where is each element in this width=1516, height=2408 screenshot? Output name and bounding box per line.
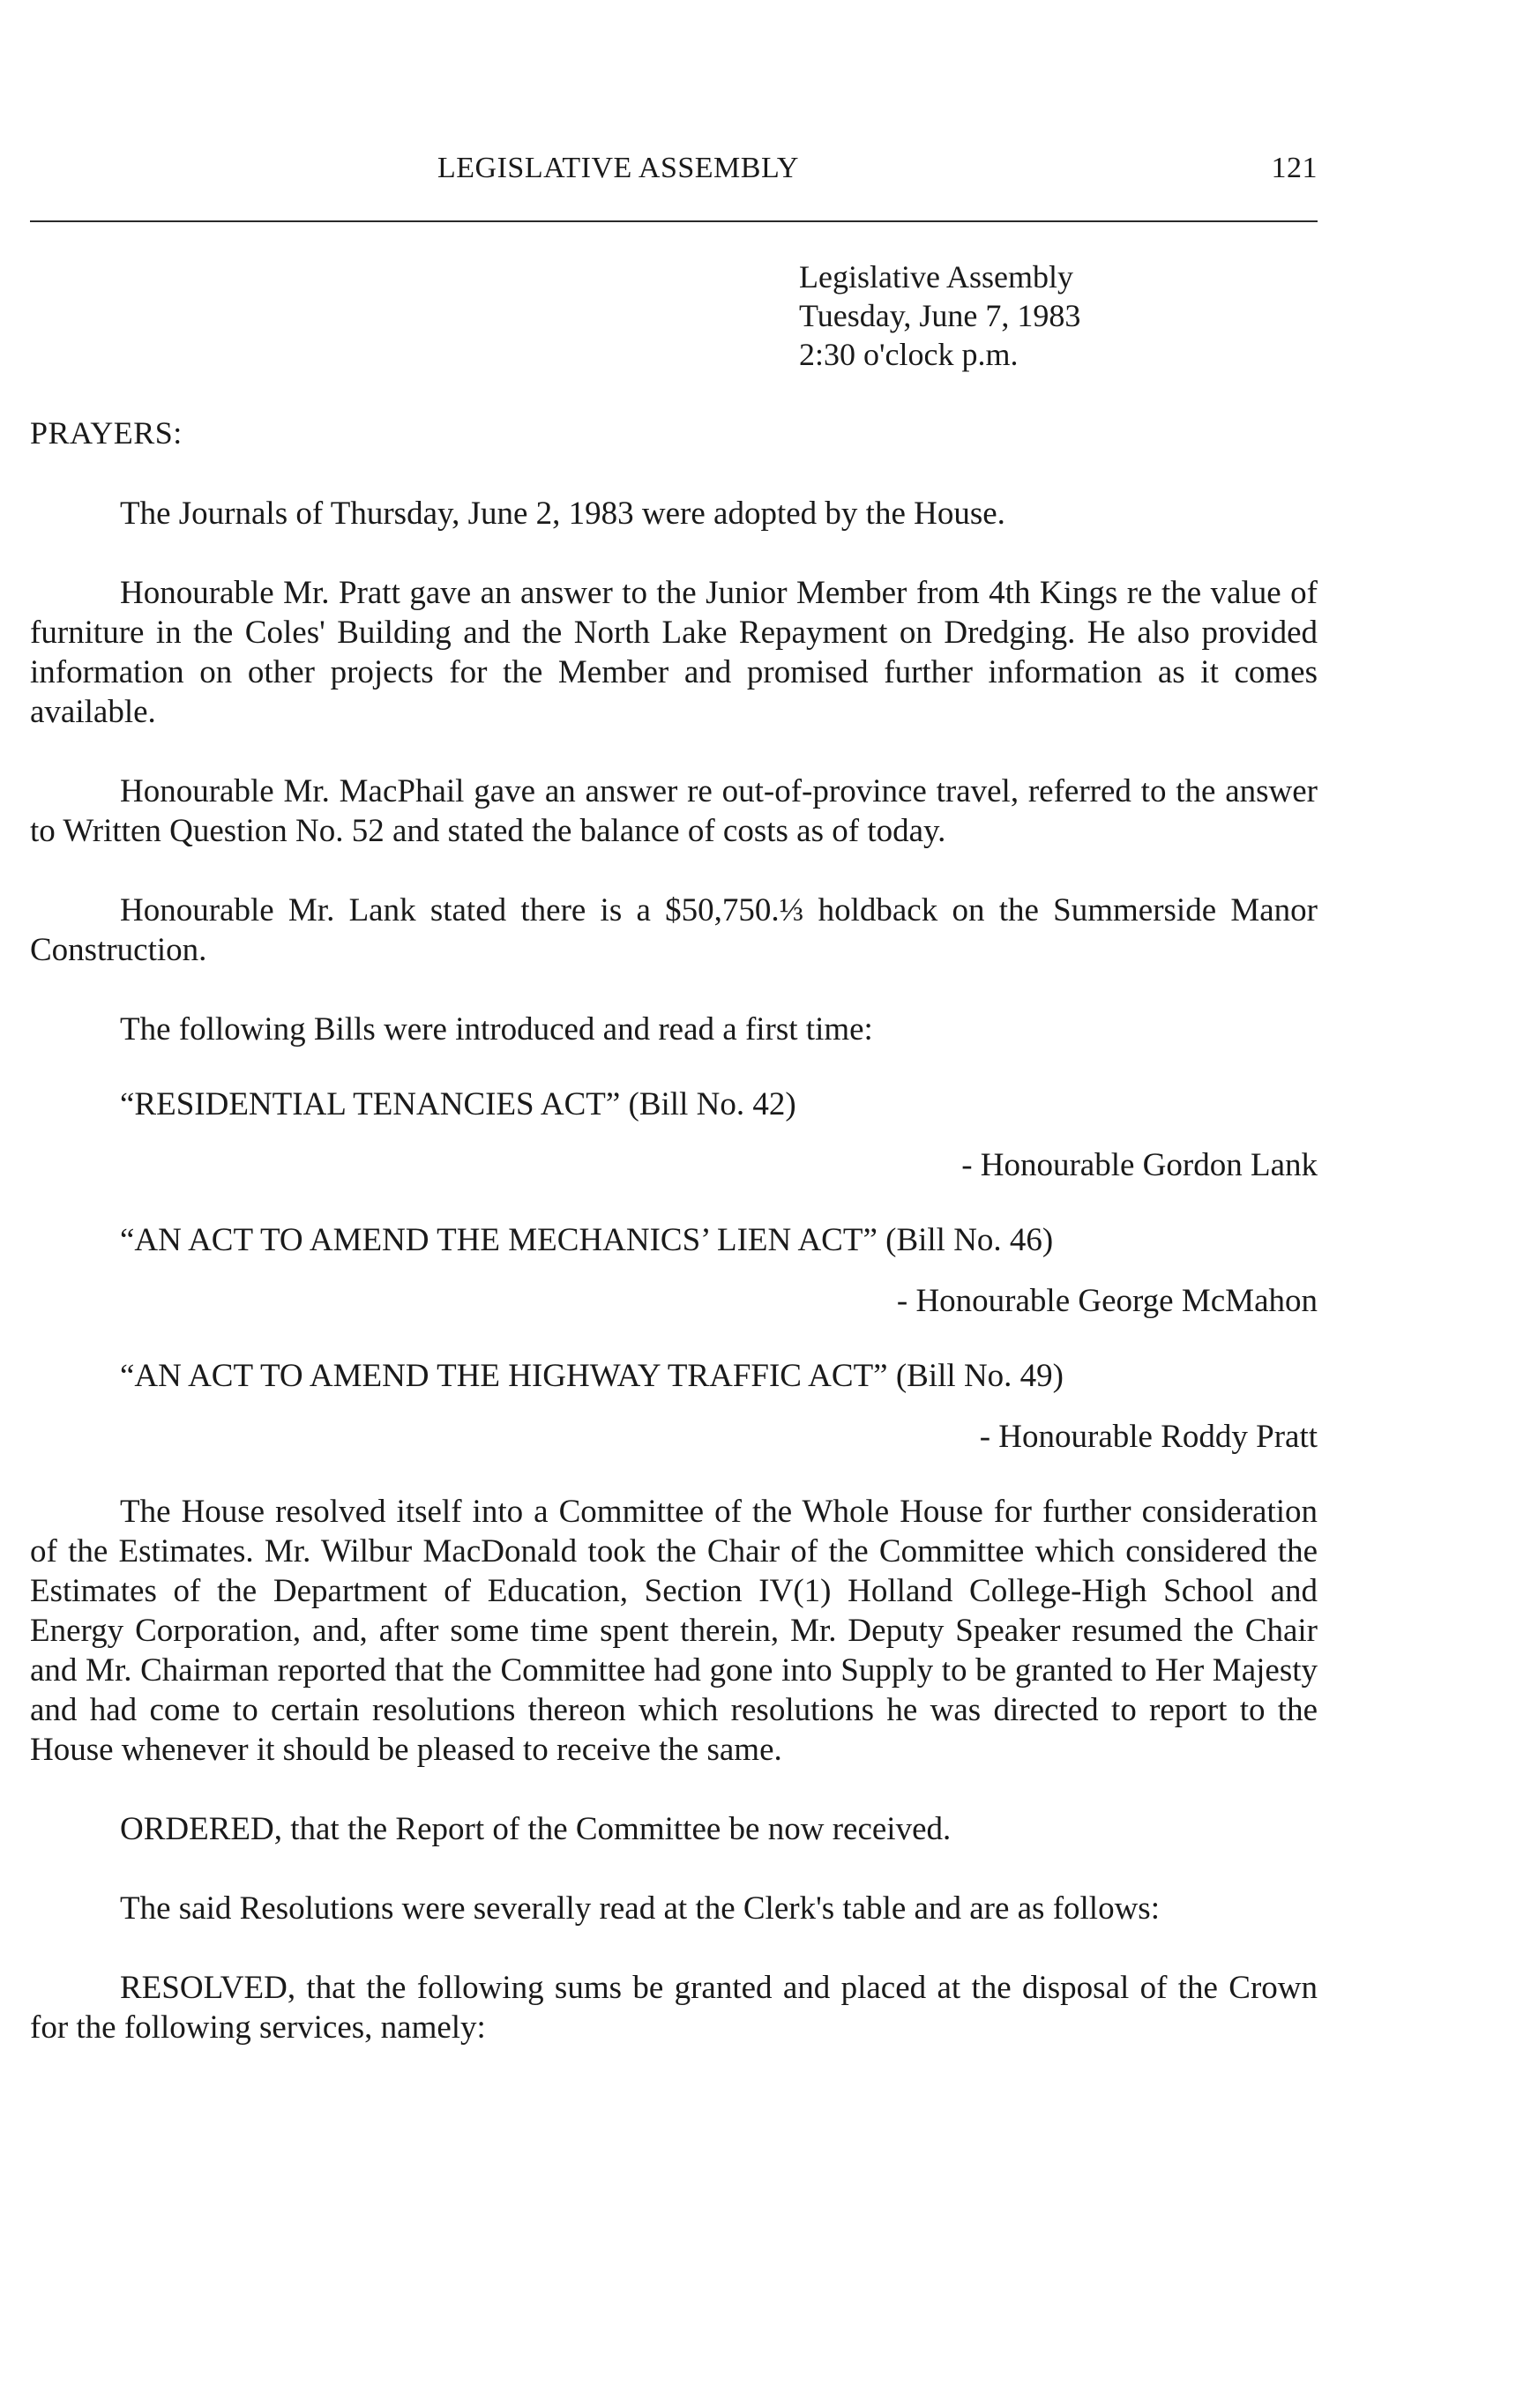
bill-title: “AN ACT TO AMEND THE MECHANICS’ LIEN ACT” (Bill No. 46) xyxy=(120,1222,1054,1258)
paragraph-committee-report: The House resolved itself into a Committee of the Whole House for further consideration of the Estimates. Mr. Wilbur MacDonald took the Chair of the Committee which considered the Estimates of the Department of Education, Section IV(1) Holland College-High School and Energy Corporation, and, after some time spent therein, Mr. Deputy Speaker resumed the Chair and Mr. Chairman reported that the Committee had gone into Supply to be granted to Her Majesty and had come to certain resolutions thereon which resolutions he was directed to report to the House whenever it should be pleased to receive the same. xyxy=(30,1494,1318,1768)
header-rule xyxy=(30,220,1318,222)
bill-sponsor: - Honourable George McMahon xyxy=(896,1283,1318,1319)
bill-sponsor: - Honourable Gordon Lank xyxy=(961,1147,1318,1183)
date-block-date: Tuesday, June 7, 1983 xyxy=(799,298,1081,333)
sitting-date-block xyxy=(799,257,1080,374)
paragraph-resolved: RESOLVED, that the following sums be granted and placed at the disposal of the Crown for the following services, namely: xyxy=(30,1970,1318,2046)
page-header xyxy=(30,152,1318,194)
bill-entry xyxy=(30,1220,1318,1321)
bill-title: “RESIDENTIAL TENANCIES ACT” (Bill No. 42) xyxy=(120,1086,796,1122)
date-block-time: 2:30 o'clock p.m. xyxy=(799,337,1019,372)
prayers-heading: PRAYERS: xyxy=(30,415,183,451)
paragraph-macphail-answer: Honourable Mr. MacPhail gave an answer re out-of-province travel, referred to the answer to Written Question No. 52 and stated the balance of costs as of today. xyxy=(30,773,1318,849)
paragraph-pratt-answer: Honourable Mr. Pratt gave an answer to the Junior Member from 4th Kings re the value of furniture in the Coles' Building and the North Lake Repayment on Dredging. He also provided information on other projects for the Member and promised further information as it comes available. xyxy=(30,575,1318,730)
bill-entry xyxy=(30,1085,1318,1185)
paragraph-journals-adopted: The Journals of Thursday, June 2, 1983 were adopted by the House. xyxy=(120,496,1005,532)
page-number: 121 xyxy=(1271,152,1318,184)
paragraph-lank-statement: Honourable Mr. Lank stated there is a $50,750.⅓ holdback on the Summerside Manor Construction. xyxy=(30,892,1318,968)
bill-entry xyxy=(30,1356,1318,1457)
running-title: LEGISLATIVE ASSEMBLY xyxy=(437,152,799,184)
paragraph-bills-intro: The following Bills were introduced and read a first time: xyxy=(120,1011,873,1047)
paragraph-resolutions-read: The said Resolutions were severally read at the Clerk's table and are as follows: xyxy=(120,1890,1160,1927)
bill-title: “AN ACT TO AMEND THE HIGHWAY TRAFFIC ACT” (Bill No. 49) xyxy=(120,1358,1064,1394)
bill-sponsor: - Honourable Roddy Pratt xyxy=(979,1419,1318,1455)
journal-body xyxy=(30,494,1318,2047)
date-block-assembly: Legislative Assembly xyxy=(799,259,1073,294)
paragraph-ordered: ORDERED, that the Report of the Committee be now received. xyxy=(120,1811,952,1847)
